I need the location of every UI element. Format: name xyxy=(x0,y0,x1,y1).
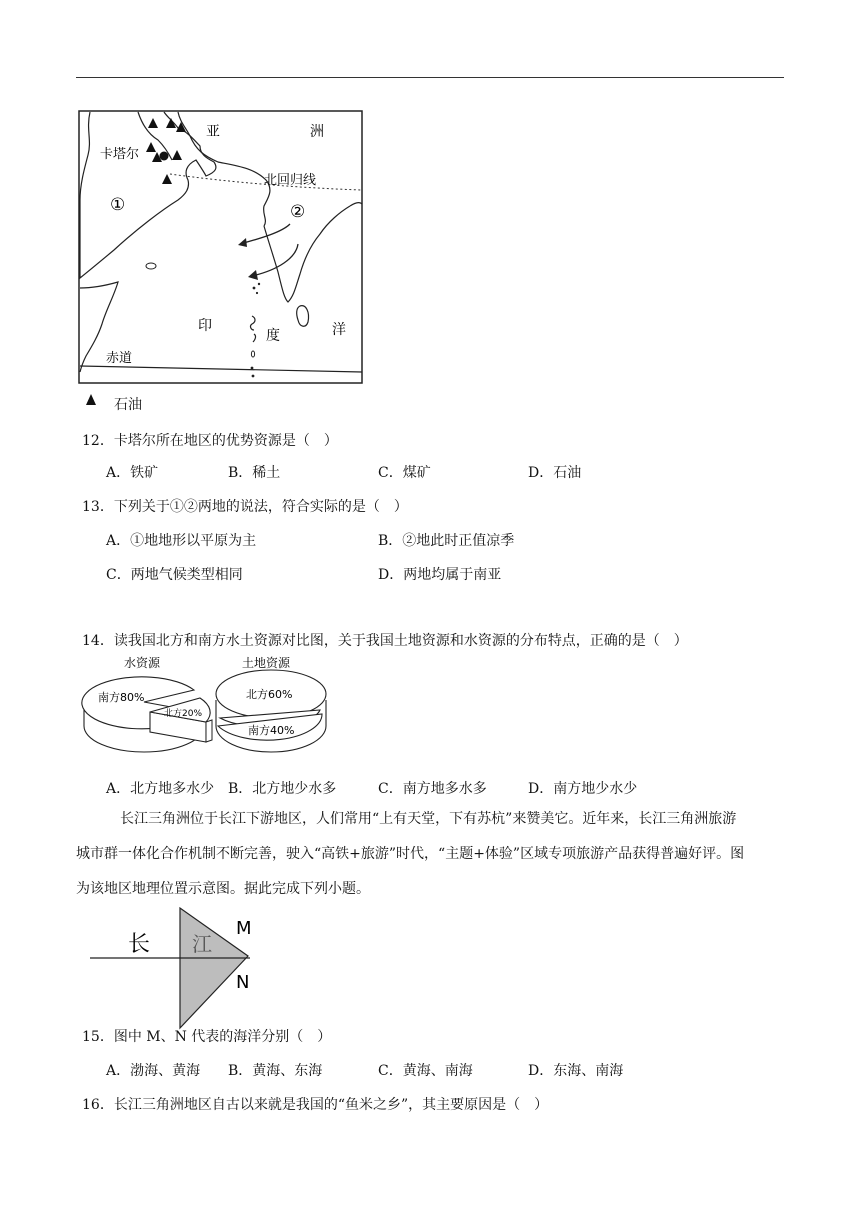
q14-option-b[interactable]: B．北方地少水多 xyxy=(228,781,337,797)
map-label-indian-2: 度 xyxy=(266,328,280,344)
map-label-region-1: ① xyxy=(110,195,126,215)
map-label-qatar: 卡塔尔 xyxy=(100,147,140,162)
yangtze-delta-diagram xyxy=(88,904,268,1030)
q14-option-c[interactable]: C．南方地多水多 xyxy=(378,781,487,797)
question-15-stem: 15．图中 M、N 代表的海洋分别（ ） xyxy=(82,1029,332,1045)
q15-option-a[interactable]: A．渤海、黄海 xyxy=(106,1063,201,1079)
water-pie-south-label: 南方80% xyxy=(98,691,145,704)
map-label-region-2: ② xyxy=(290,202,306,222)
map-label-asia-2: 洲 xyxy=(310,124,324,140)
water-land-pie-charts xyxy=(80,654,340,766)
oil-legend-icon xyxy=(84,392,98,406)
q12-option-b[interactable]: B．稀土 xyxy=(228,465,281,481)
map-label-tropic: 北回归线 xyxy=(264,173,317,188)
q15-option-b[interactable]: B．黄海、东海 xyxy=(228,1063,323,1079)
oil-legend-label: 石油 xyxy=(114,397,142,413)
q14-option-a[interactable]: A．北方地多水少 xyxy=(106,781,215,797)
q15-option-c[interactable]: C．黄海、南海 xyxy=(378,1063,473,1079)
q13-option-c[interactable]: C．两地气候类型相同 xyxy=(106,567,243,583)
question-12-stem: 12．卡塔尔所在地区的优势资源是（ ） xyxy=(82,433,338,449)
question-16-stem: 16．长江三角洲地区自古以来就是我国的“鱼米之乡”，其主要原因是（ ） xyxy=(82,1097,549,1113)
passage-line-1: 长江三角洲位于长江下游地区，人们常用“上有天堂，下有苏杭”来赞美它。近年来，长江三角洲旅游 xyxy=(120,811,737,827)
map-label-equator: 赤道 xyxy=(106,351,133,366)
q15-option-d[interactable]: D．东海、南海 xyxy=(528,1063,624,1079)
map-label-asia-1: 亚 xyxy=(206,124,220,140)
delta-label-chang: 长 xyxy=(128,932,151,957)
delta-label-n: N xyxy=(236,972,250,993)
water-pie-north-label: 北方20% xyxy=(164,709,203,719)
passage-line-2: 城市群一体化合作机制不断完善，驶入“高铁+旅游”时代，“主题+体验”区域专项旅游产品获得普遍好评。图 xyxy=(76,846,745,862)
q12-option-c[interactable]: C．煤矿 xyxy=(378,465,431,481)
question-14-stem: 14．读我国北方和南方水土资源对比图，关于我国土地资源和水资源的分布特点，正确的是（ ） xyxy=(82,633,688,649)
q13-option-d[interactable]: D．两地均属于南亚 xyxy=(378,567,502,583)
map-label-indian-3: 洋 xyxy=(332,322,346,338)
q12-option-d[interactable]: D．石油 xyxy=(528,465,582,481)
delta-label-m: M xyxy=(236,918,252,939)
map-label-indian-1: 印 xyxy=(198,318,212,334)
delta-label-jiang: 江 xyxy=(192,932,212,956)
water-pie-title: 水资源 xyxy=(124,656,161,670)
land-pie-title: 土地资源 xyxy=(242,656,291,670)
arabian-sea-map xyxy=(78,110,364,384)
q13-option-b[interactable]: B．②地此时正值凉季 xyxy=(378,533,515,549)
land-pie-north-label: 北方60% xyxy=(246,688,293,701)
question-13-stem: 13．下列关于①②两地的说法，符合实际的是（ ） xyxy=(82,499,408,515)
q12-option-a[interactable]: A．铁矿 xyxy=(106,465,159,481)
land-pie-south-label: 南方40% xyxy=(248,724,295,737)
q14-option-d[interactable]: D．南方地少水少 xyxy=(528,781,638,797)
passage-line-3: 为该地区地理位置示意图。据此完成下列小题。 xyxy=(76,881,370,897)
q13-option-a[interactable]: A．①地地形以平原为主 xyxy=(106,533,257,549)
header-rule xyxy=(76,77,784,78)
